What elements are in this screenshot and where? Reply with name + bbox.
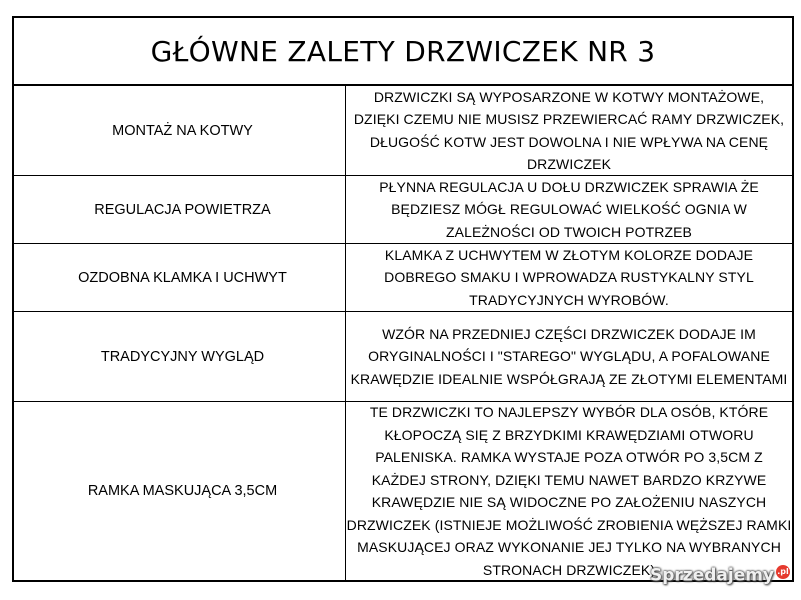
description-line: ORYGINALNOŚCI I "STAREGO" WYGLĄDU, A POFALOWANE [368,348,770,365]
table-row [14,312,792,402]
feature-name: MONTAŻ NA KOTWY [14,86,346,175]
feature-description [346,402,792,580]
feature-name: REGULACJA POWIETRZA [14,176,346,243]
description-line: TE DRZWICZKI TO NAJLEPSZY WYBÓR DLA OSÓB, KTÓRE [369,404,769,420]
feature-name: RAMKA MASKUJĄCA 3,5CM [14,402,346,580]
description-line: DOBREGO SMAKU I WPROWADZA RUSTYKALNY STYL [384,269,754,286]
description-line: STRONACH DRZWICZEK) [482,561,656,578]
feature-description [346,312,792,401]
description-line: KAŻDEJ STRONY, DZIĘKI TEMU NAWET BARDZO KRZYWE [371,471,767,488]
feature-name: TRADYCYJNY WYGLĄD [14,312,346,401]
description-line: DRZWICZKI SĄ WYPOSARZONE W KOTWY MONTAŻOWE, [373,88,765,105]
description-line: PŁYNNA REGULACJA U DOŁU DRZWICZEK SPRAWIA ŻE [379,178,759,195]
description-line: BĘDZIESZ MÓGŁ REGULOWAĆ WIELKOŚĆ OGNIA W [391,201,747,218]
watermark-text: Sprzedajemy [650,565,775,586]
advantages-table [12,16,794,582]
description-line: DŁUGOŚĆ KOTW JEST DOWOLNA I NIE WPŁYWA NA CENĘ [369,133,769,150]
description-line: DZIĘKI CZEMU NIE MUSISZ PRZEWIERCAĆ RAMY DRZWICZEK, [353,111,785,127]
description-line: KLAMKA Z UCHWYTEM W ZŁOTYM KOLORZE DODAJE [384,246,754,263]
description-line: PALENISKA. RAMKA WYSTAJE POZA OTWÓR PO 3,5CM Z [375,449,763,465]
description-line: TRADYCYJNYCH WYROBÓW. [469,291,669,308]
description-line: KRAWĘDZIE IDEALNIE WSPÓŁGRAJĄ ZE ZŁOTYMI ELEMENTAMI [350,370,788,387]
description-line: KRAWĘDZIE NIE SĄ WIDOCZNE PO ZAŁOŻENIU NASZYCH [371,494,767,510]
description-line: KŁOPOCZĄ SIĘ Z BRZYDKIMI KRAWĘDZIAMI OTWORU [384,426,754,443]
description-line: MASKUJĄCEJ ORAZ WYKONANIE JEJ TYLKO NA WYBRANYCH [357,539,781,555]
feature-description [346,244,792,311]
table-row [14,176,792,244]
table-row [14,402,792,580]
description-line: ZALEŻNOŚCI OD TWOICH POTRZEB [445,223,692,240]
description-line: DRZWICZEK [526,156,612,172]
feature-name: OZDOBNA KLAMKA I UCHWYT [14,244,346,311]
description-line: DRZWICZEK (ISTNIEJE MOŻLIWOŚĆ ZROBIENIA WĘŻSZEJ RAMKI [346,516,792,533]
feature-description [346,176,792,243]
feature-description [346,86,792,175]
table-row [14,86,792,176]
watermark-badge: .pl [776,565,790,579]
table-title: GŁÓWNE ZALETY DRZWICZEK NR 3 [14,18,792,86]
description-line: WZÓR NA PRZEDNIEJ CZĘŚCI DRZWICZEK DODAJE IM [382,325,756,342]
table-row [14,244,792,312]
watermark-logo [650,565,790,586]
